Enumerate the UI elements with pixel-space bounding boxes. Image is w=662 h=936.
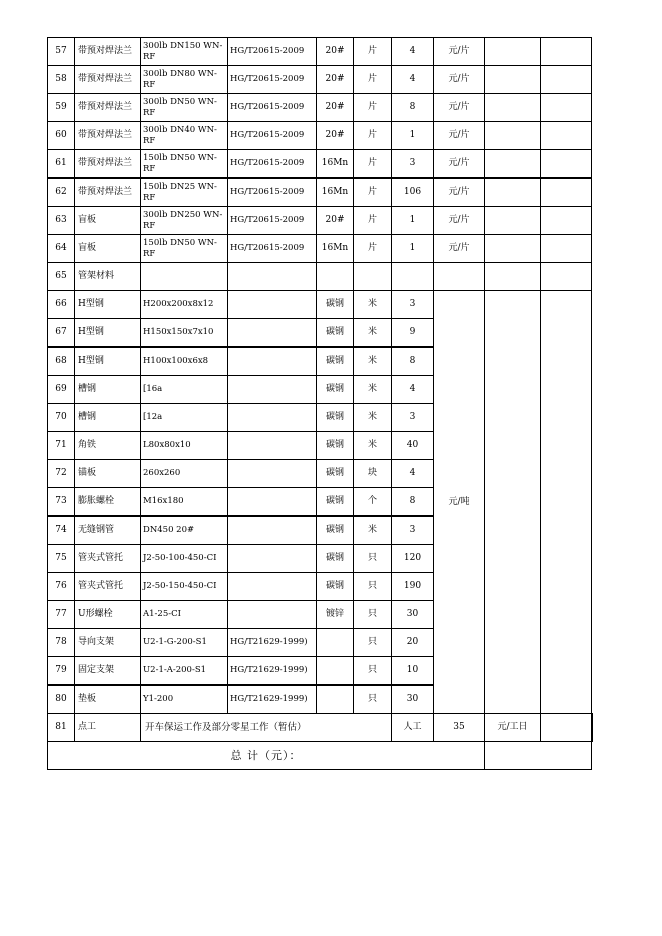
item-standard: HG/T20615-2009 bbox=[228, 66, 317, 94]
unit-price-cell bbox=[485, 263, 541, 291]
table-row bbox=[48, 66, 593, 94]
item-price-unit: 元/片 bbox=[434, 122, 485, 150]
item-name: 盲板 bbox=[75, 235, 141, 263]
item-spec: U2-1-A-200-S1 bbox=[141, 657, 228, 686]
item-quantity: 40 bbox=[392, 432, 434, 460]
item-standard bbox=[228, 573, 317, 601]
row-number: 61 bbox=[48, 150, 75, 179]
item-quantity: 30 bbox=[392, 685, 434, 714]
item-material bbox=[317, 629, 354, 657]
item-standard bbox=[228, 432, 317, 460]
item-price-unit: 元/片 bbox=[434, 66, 485, 94]
item-quantity: 8 bbox=[392, 94, 434, 122]
item-price-unit: 元/片 bbox=[434, 150, 485, 179]
item-spec: H150x150x7x10 bbox=[141, 319, 228, 348]
item-standard: HG/T21629-1999) bbox=[228, 685, 317, 714]
item-spec: J2-50-100-450-CI bbox=[141, 545, 228, 573]
item-name: 管架材料 bbox=[75, 263, 141, 291]
item-name: 带预对焊法兰 bbox=[75, 122, 141, 150]
item-spec: J2-50-150-450-CI bbox=[141, 573, 228, 601]
item-standard: HG/T21629-1999) bbox=[228, 629, 317, 657]
item-quantity: 30 bbox=[392, 601, 434, 629]
table-row bbox=[48, 207, 593, 235]
item-standard bbox=[228, 460, 317, 488]
item-quantity: 3 bbox=[392, 404, 434, 432]
item-standard: HG/T20615-2009 bbox=[228, 207, 317, 235]
item-quantity: 106 bbox=[392, 178, 434, 207]
item-unit: 米 bbox=[354, 376, 392, 404]
item-material: 碳钢 bbox=[317, 319, 354, 348]
item-unit: 只 bbox=[354, 545, 392, 573]
item-quantity: 8 bbox=[392, 488, 434, 517]
item-standard: HG/T20615-2009 bbox=[228, 235, 317, 263]
merged-price-unit: 元/吨 bbox=[434, 291, 485, 714]
item-material: 16Mn bbox=[317, 178, 354, 207]
unit-price-cell bbox=[485, 207, 541, 235]
item-name: 角铁 bbox=[75, 432, 141, 460]
table-body bbox=[48, 38, 593, 770]
row-number: 79 bbox=[48, 657, 75, 686]
item-material: 20# bbox=[317, 207, 354, 235]
row-number: 70 bbox=[48, 404, 75, 432]
item-unit: 米 bbox=[354, 432, 392, 460]
item-standard: HG/T21629-1999) bbox=[228, 657, 317, 686]
amount-cell bbox=[592, 714, 593, 742]
item-material: 碳钢 bbox=[317, 573, 354, 601]
item-material: 碳钢 bbox=[317, 460, 354, 488]
item-standard: HG/T20615-2009 bbox=[228, 122, 317, 150]
row-number: 73 bbox=[48, 488, 75, 517]
item-unit: 米 bbox=[354, 347, 392, 376]
amount-cell bbox=[541, 235, 592, 263]
item-unit bbox=[354, 263, 392, 291]
amount-cell bbox=[541, 207, 592, 235]
item-material: 20# bbox=[317, 122, 354, 150]
item-spec: Y1-200 bbox=[141, 685, 228, 714]
table-row bbox=[48, 235, 593, 263]
item-material: 20# bbox=[317, 66, 354, 94]
item-price-unit bbox=[434, 263, 485, 291]
item-quantity: 10 bbox=[392, 657, 434, 686]
table-row bbox=[48, 94, 593, 122]
item-name: 带预对焊法兰 bbox=[75, 66, 141, 94]
unit-price-cell bbox=[541, 714, 592, 742]
table-row bbox=[48, 122, 593, 150]
labor-description: 开车保运工作及部分零星工作（暂估） bbox=[141, 714, 392, 742]
row-number: 66 bbox=[48, 291, 75, 319]
item-material: 碳钢 bbox=[317, 516, 354, 545]
item-name: 带预对焊法兰 bbox=[75, 150, 141, 179]
item-price-unit: 元/片 bbox=[434, 207, 485, 235]
item-name: 导向支架 bbox=[75, 629, 141, 657]
amount-cell bbox=[541, 94, 592, 122]
item-spec: A1-25-CI bbox=[141, 601, 228, 629]
item-standard bbox=[228, 545, 317, 573]
item-price-unit: 元/工日 bbox=[485, 714, 541, 742]
item-spec: 300lb DN50 WN-RF bbox=[141, 94, 228, 122]
item-unit: 片 bbox=[354, 235, 392, 263]
item-quantity bbox=[392, 263, 434, 291]
item-unit: 人工 bbox=[392, 714, 434, 742]
table-row-total bbox=[48, 742, 593, 770]
item-name: 膨胀螺栓 bbox=[75, 488, 141, 517]
amount-cell bbox=[541, 291, 592, 714]
item-material: 碳钢 bbox=[317, 545, 354, 573]
item-unit: 块 bbox=[354, 460, 392, 488]
item-standard bbox=[228, 291, 317, 319]
row-number: 63 bbox=[48, 207, 75, 235]
row-number: 57 bbox=[48, 38, 75, 66]
unit-price-cell bbox=[485, 235, 541, 263]
item-standard: HG/T20615-2009 bbox=[228, 38, 317, 66]
item-unit: 片 bbox=[354, 122, 392, 150]
row-number: 64 bbox=[48, 235, 75, 263]
item-unit: 片 bbox=[354, 66, 392, 94]
item-name: 锚板 bbox=[75, 460, 141, 488]
item-standard: HG/T20615-2009 bbox=[228, 150, 317, 179]
row-number: 77 bbox=[48, 601, 75, 629]
item-name: 固定支架 bbox=[75, 657, 141, 686]
item-spec: 300lb DN250 WN-RF bbox=[141, 207, 228, 235]
row-number: 59 bbox=[48, 94, 75, 122]
item-quantity: 1 bbox=[392, 207, 434, 235]
row-number: 60 bbox=[48, 122, 75, 150]
item-quantity: 1 bbox=[392, 122, 434, 150]
item-spec: [12a bbox=[141, 404, 228, 432]
item-spec: 150lb DN50 WN-RF bbox=[141, 235, 228, 263]
item-unit: 片 bbox=[354, 150, 392, 179]
item-spec: L80x80x10 bbox=[141, 432, 228, 460]
item-spec: 300lb DN150 WN-RF bbox=[141, 38, 228, 66]
item-quantity: 4 bbox=[392, 460, 434, 488]
item-quantity: 9 bbox=[392, 319, 434, 348]
row-number: 65 bbox=[48, 263, 75, 291]
row-number: 78 bbox=[48, 629, 75, 657]
item-unit: 米 bbox=[354, 404, 392, 432]
unit-price-cell bbox=[485, 66, 541, 94]
item-spec: [16a bbox=[141, 376, 228, 404]
item-spec: 150lb DN50 WN-RF bbox=[141, 150, 228, 179]
item-spec: U2-1-G-200-S1 bbox=[141, 629, 228, 657]
row-number: 62 bbox=[48, 178, 75, 207]
item-unit: 片 bbox=[354, 94, 392, 122]
item-material: 16Mn bbox=[317, 235, 354, 263]
item-material: 碳钢 bbox=[317, 432, 354, 460]
amount-cell bbox=[541, 38, 592, 66]
unit-price-cell bbox=[485, 94, 541, 122]
amount-cell bbox=[541, 122, 592, 150]
table-row-labor bbox=[48, 714, 593, 742]
item-material bbox=[317, 263, 354, 291]
item-quantity: 4 bbox=[392, 38, 434, 66]
item-unit: 片 bbox=[354, 178, 392, 207]
item-standard bbox=[228, 376, 317, 404]
item-unit: 个 bbox=[354, 488, 392, 517]
table-row bbox=[48, 150, 593, 179]
item-name: 管夹式管托 bbox=[75, 545, 141, 573]
item-material: 碳钢 bbox=[317, 376, 354, 404]
amount-cell bbox=[541, 263, 592, 291]
item-quantity: 3 bbox=[392, 516, 434, 545]
unit-price-cell bbox=[485, 122, 541, 150]
item-quantity: 190 bbox=[392, 573, 434, 601]
item-unit: 米 bbox=[354, 291, 392, 319]
item-name: H型钢 bbox=[75, 347, 141, 376]
unit-price-cell bbox=[485, 291, 541, 714]
row-number: 74 bbox=[48, 516, 75, 545]
item-price-unit: 元/片 bbox=[434, 94, 485, 122]
item-name: 带预对焊法兰 bbox=[75, 94, 141, 122]
item-price-unit: 元/片 bbox=[434, 235, 485, 263]
item-name: 槽钢 bbox=[75, 376, 141, 404]
item-price-unit: 元/片 bbox=[434, 38, 485, 66]
item-material: 16Mn bbox=[317, 150, 354, 179]
table-row bbox=[48, 38, 593, 66]
table-row bbox=[48, 178, 593, 207]
item-standard bbox=[228, 516, 317, 545]
item-name: 点工 bbox=[75, 714, 141, 742]
item-unit: 只 bbox=[354, 685, 392, 714]
item-standard bbox=[228, 404, 317, 432]
row-number: 71 bbox=[48, 432, 75, 460]
item-unit: 只 bbox=[354, 657, 392, 686]
item-quantity: 20 bbox=[392, 629, 434, 657]
item-material bbox=[317, 657, 354, 686]
row-number: 80 bbox=[48, 685, 75, 714]
table-row bbox=[48, 263, 593, 291]
unit-price-cell bbox=[485, 178, 541, 207]
item-name: 带预对焊法兰 bbox=[75, 38, 141, 66]
table-row bbox=[48, 291, 593, 319]
item-standard bbox=[228, 347, 317, 376]
item-material: 碳钢 bbox=[317, 488, 354, 517]
unit-price-cell bbox=[485, 38, 541, 66]
row-number: 68 bbox=[48, 347, 75, 376]
row-number: 69 bbox=[48, 376, 75, 404]
item-spec: 300lb DN40 WN-RF bbox=[141, 122, 228, 150]
item-unit: 米 bbox=[354, 516, 392, 545]
item-name: H型钢 bbox=[75, 291, 141, 319]
item-unit: 片 bbox=[354, 38, 392, 66]
item-standard bbox=[228, 601, 317, 629]
item-standard bbox=[228, 488, 317, 517]
item-spec bbox=[141, 263, 228, 291]
item-name: H型钢 bbox=[75, 319, 141, 348]
item-quantity: 3 bbox=[392, 150, 434, 179]
item-unit: 片 bbox=[354, 207, 392, 235]
row-number: 81 bbox=[48, 714, 75, 742]
item-quantity: 35 bbox=[434, 714, 485, 742]
item-standard: HG/T20615-2009 bbox=[228, 178, 317, 207]
total-label: 总 计（元）： bbox=[48, 742, 485, 770]
row-number: 76 bbox=[48, 573, 75, 601]
material-table bbox=[47, 37, 593, 770]
item-material: 碳钢 bbox=[317, 347, 354, 376]
item-material: 碳钢 bbox=[317, 291, 354, 319]
item-quantity: 1 bbox=[392, 235, 434, 263]
item-spec: 150lb DN25 WN-RF bbox=[141, 178, 228, 207]
item-name: 无缝钢管 bbox=[75, 516, 141, 545]
item-unit: 米 bbox=[354, 319, 392, 348]
amount-cell bbox=[541, 150, 592, 179]
item-material: 20# bbox=[317, 38, 354, 66]
item-unit: 只 bbox=[354, 601, 392, 629]
item-standard: HG/T20615-2009 bbox=[228, 94, 317, 122]
item-spec: M16x180 bbox=[141, 488, 228, 517]
item-quantity: 4 bbox=[392, 66, 434, 94]
item-standard bbox=[228, 263, 317, 291]
item-name: 盲板 bbox=[75, 207, 141, 235]
row-number: 58 bbox=[48, 66, 75, 94]
item-material: 镀锌 bbox=[317, 601, 354, 629]
item-spec: DN450 20# bbox=[141, 516, 228, 545]
amount-cell bbox=[541, 178, 592, 207]
row-number: 72 bbox=[48, 460, 75, 488]
item-name: 带预对焊法兰 bbox=[75, 178, 141, 207]
item-spec: H100x100x6x8 bbox=[141, 347, 228, 376]
item-quantity: 8 bbox=[392, 347, 434, 376]
item-material: 碳钢 bbox=[317, 404, 354, 432]
item-name: 槽钢 bbox=[75, 404, 141, 432]
item-price-unit: 元/片 bbox=[434, 178, 485, 207]
item-spec: 260x260 bbox=[141, 460, 228, 488]
item-unit: 只 bbox=[354, 573, 392, 601]
item-quantity: 4 bbox=[392, 376, 434, 404]
item-material bbox=[317, 685, 354, 714]
row-number: 67 bbox=[48, 319, 75, 348]
item-quantity: 120 bbox=[392, 545, 434, 573]
unit-price-cell bbox=[485, 150, 541, 179]
row-number: 75 bbox=[48, 545, 75, 573]
item-name: 管夹式管托 bbox=[75, 573, 141, 601]
total-value-cell bbox=[485, 742, 592, 770]
item-standard bbox=[228, 319, 317, 348]
item-quantity: 3 bbox=[392, 291, 434, 319]
item-name: U形螺栓 bbox=[75, 601, 141, 629]
amount-cell bbox=[541, 66, 592, 94]
item-spec: 300lb DN80 WN-RF bbox=[141, 66, 228, 94]
item-name: 垫板 bbox=[75, 685, 141, 714]
item-unit: 只 bbox=[354, 629, 392, 657]
item-material: 20# bbox=[317, 94, 354, 122]
item-spec: H200x200x8x12 bbox=[141, 291, 228, 319]
